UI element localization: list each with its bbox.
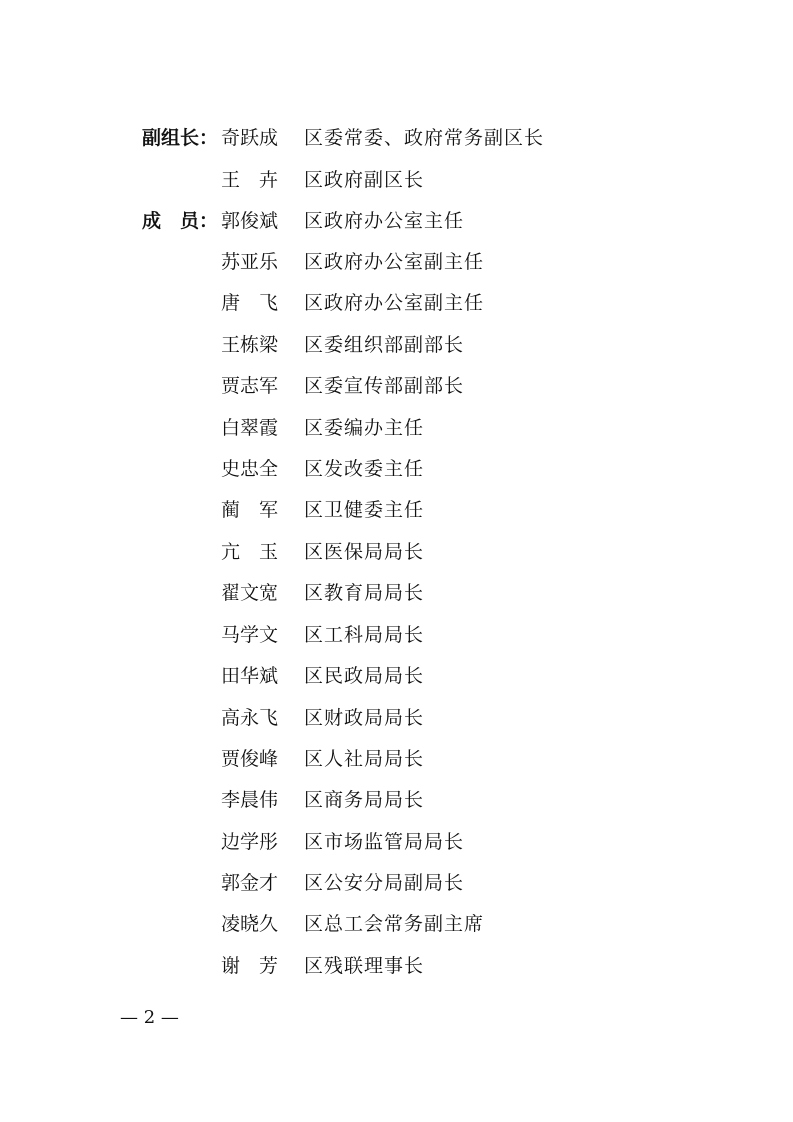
- member-title: 区人社局局长: [304, 748, 425, 770]
- member-title: 区发改委主任: [304, 458, 425, 480]
- member-name: 田华斌: [221, 665, 279, 687]
- member-title: 区卫健委主任: [304, 499, 425, 521]
- member-row: [0, 620, 793, 650]
- member-row: [0, 703, 793, 733]
- member-title: 区残联理事长: [304, 955, 425, 977]
- member-title: 区教育局局长: [304, 582, 425, 604]
- member-name: 李晨伟: [221, 789, 279, 811]
- deputy-leader-row-2: [0, 165, 793, 195]
- member-row: [0, 330, 793, 360]
- member-name: 蔺 军: [221, 499, 279, 521]
- member-row: [0, 371, 793, 401]
- member-title: 区公安分局副局长: [304, 872, 465, 894]
- page-number: — 2 —: [120, 1007, 179, 1028]
- members-label: 成 员：: [142, 210, 219, 232]
- member-title: 区医保局局长: [304, 541, 425, 563]
- member-row: [0, 909, 793, 939]
- member-name: 奇跃成: [221, 127, 279, 149]
- member-title: 区政府办公室主任: [304, 210, 465, 232]
- member-name: 郭金才: [221, 872, 279, 894]
- member-row: [0, 537, 793, 567]
- member-row: [0, 578, 793, 608]
- member-title: 区政府办公室副主任: [304, 251, 485, 273]
- member-row: [0, 247, 793, 277]
- deputy-leader-row-1: [0, 123, 793, 153]
- member-name: 马学文: [221, 624, 279, 646]
- member-name: 边学彤: [221, 831, 279, 853]
- member-title: 区委组织部副部长: [304, 334, 465, 356]
- member-name: 白翠霞: [221, 417, 279, 439]
- member-row: [0, 454, 793, 484]
- member-row: [0, 495, 793, 525]
- member-title: 区商务局局长: [304, 789, 425, 811]
- member-row: [0, 206, 793, 236]
- member-title: 区工科局局长: [304, 624, 425, 646]
- member-title: 区财政局局长: [304, 707, 425, 729]
- member-title: 区市场监管局局长: [304, 831, 465, 853]
- member-title: 区民政局局长: [304, 665, 425, 687]
- member-title: 区委常委、政府常务副区长: [304, 127, 545, 149]
- member-name: 翟文宽: [221, 582, 279, 604]
- member-name: 贾俊峰: [221, 748, 279, 770]
- member-name: 亢 玉: [221, 541, 279, 563]
- member-name: 苏亚乐: [221, 251, 279, 273]
- member-title: 区总工会常务副主席: [304, 913, 485, 935]
- member-name: 史忠全: [221, 458, 279, 480]
- member-name: 王 卉: [221, 169, 279, 191]
- member-name: 凌晓久: [221, 913, 279, 935]
- member-name: 谢 芳: [221, 955, 279, 977]
- member-row: [0, 413, 793, 443]
- member-row: [0, 951, 793, 981]
- member-name: 王栋梁: [221, 334, 279, 356]
- member-title: 区政府办公室副主任: [304, 292, 485, 314]
- member-title: 区政府副区长: [304, 169, 425, 191]
- member-name: 高永飞: [221, 707, 279, 729]
- member-title: 区委宣传部副部长: [304, 375, 465, 397]
- member-title: 区委编办主任: [304, 417, 425, 439]
- member-row: [0, 288, 793, 318]
- member-name: 郭俊斌: [221, 210, 279, 232]
- member-name: 贾志军: [221, 375, 279, 397]
- member-row: [0, 868, 793, 898]
- member-name: 唐 飞: [221, 292, 279, 314]
- member-row: [0, 661, 793, 691]
- deputy-leader-label: 副组长：: [142, 127, 219, 149]
- member-row: [0, 744, 793, 774]
- member-row: [0, 785, 793, 815]
- member-row: [0, 827, 793, 857]
